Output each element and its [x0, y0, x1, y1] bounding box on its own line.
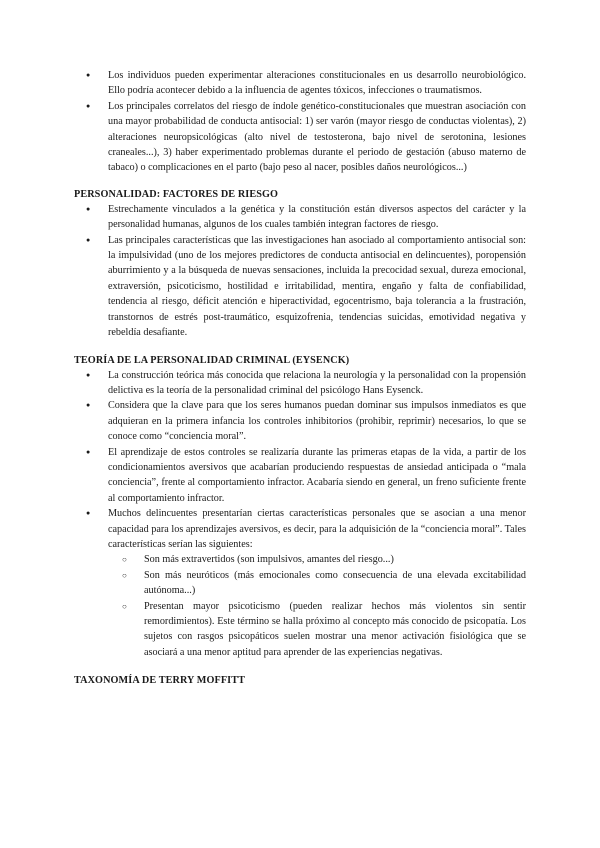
personality-risk-bullet-list [74, 202, 526, 341]
list-item: ● La construcción teórica más conocida que relaciona la neurología y la personalidad con la propensión delictiva es la teoría de la personalidad criminal del psicólogo Hans Eysenck. [108, 368, 526, 399]
sub-list-item: ○ Son más neuróticos (más emocionales como consecuencia de una elevada excitabilidad autónoma...) [144, 568, 526, 599]
list-item-text: Muchos delincuentes presentarían ciertas características personales que se asocian a una menor capacidad para los aprendizajes aversivos, es decir, para la adquisición de la “conciencia moral”. Tales características serían las siguientes: [108, 508, 526, 550]
section-heading-personality-risk: PERSONALIDAD: FACTORES DE RIESGO [74, 188, 279, 200]
sub-list-item: ○ Presentan mayor psicoticismo (pueden realizar hechos más violentos sin sentir remordimientos). Este término se halla próximo al concepto más conocido de psicopatía. Los sujetos con rasgos psicopáticos suelen mostrar una menor activación fisiológica que se asociará a una menor aptitud para aprender de las experiencias negativas. [144, 599, 526, 661]
list-item [108, 506, 526, 660]
sub-list-item: ○ Son más extravertidos (son impulsivos, amantes del riesgo...) [144, 552, 526, 567]
section-heading-moffitt-taxonomy: TAXONOMÍA DE TERRY MOFFITT [74, 675, 246, 687]
eysenck-sub-bullet-list [108, 552, 526, 660]
list-item: ● Los individuos pueden experimentar alteraciones constitucionales en us desarrollo neurobiológico. Ello podría acontecer debido a la influencia de agentes tóxicos, infecciones o traumatismos. [108, 68, 526, 99]
list-item: ● Estrechamente vinculados a la genética y la constitución están diversos aspectos del carácter y la personalidad humanas, algunos de los cuales también integran factores de riesgo. [108, 202, 526, 233]
eysenck-bullet-list [74, 368, 526, 661]
list-item: ● Considera que la clave para que los seres humanos puedan dominar sus impulsos inmediatos es que adquieran en la primera infancia los controles inhibitorios (prohibir, reprimir) necesarios, lo que se conoce como “conciencia moral”. [108, 398, 526, 444]
section-heading-eysenck-theory: TEORÍA DE LA PERSONALIDAD CRIMINAL (EYSENCK) [74, 354, 350, 366]
intro-bullet-list [74, 68, 526, 176]
list-item: ● Los principales correlatos del riesgo de índole genético-constitucionales que muestran asociación con una mayor probabilidad de conducta antisocial: 1) ser varón (mayor riesgo de conductas violentas), 2) alteraciones neuropsicológicas (alto nivel de testosterona, bajo nivel de serotonina, lesiones craneales...), 3) haber experimentado problemas durante el periodo de gestación (abuso materno de tabaco) o complicaciones en el parto (bajo peso al nacer, posibles daños neurológicos...) [108, 99, 526, 176]
list-item: ● El aprendizaje de estos controles se realizaría durante las primeras etapas de la vida, a partir de los condicionamientos aversivos que acabarían produciendo respuestas de ansiedad anticipada o “mala conciencia”, frente al comportamiento infractor. Acabaría siendo en general, un freno suficiente frente al comportamiento infractor. [108, 445, 526, 507]
list-item: ● Las principales características que las investigaciones han asociado al comportamiento antisocial son: la impulsividad (uno de los mejores predictores de conducta antisocial en delincuentes), poropensión aburrimiento y a la búsqueda de nuevas sensaciones, incluida la precocidad sexual, dureza emocional, extraversión, psicoticismo, hostilidad e irritabilidad, mentira, engaño y falta de confiabilidad, tendencia al riesgo, déficit atención e hiperactividad, egocentrismo, baja tolerancia a la frustración, transtornos de estrés post-traumático, esquizofrenia, tendencias suicidas, emotividad negativa y rebeldía desafiante. [108, 233, 526, 341]
